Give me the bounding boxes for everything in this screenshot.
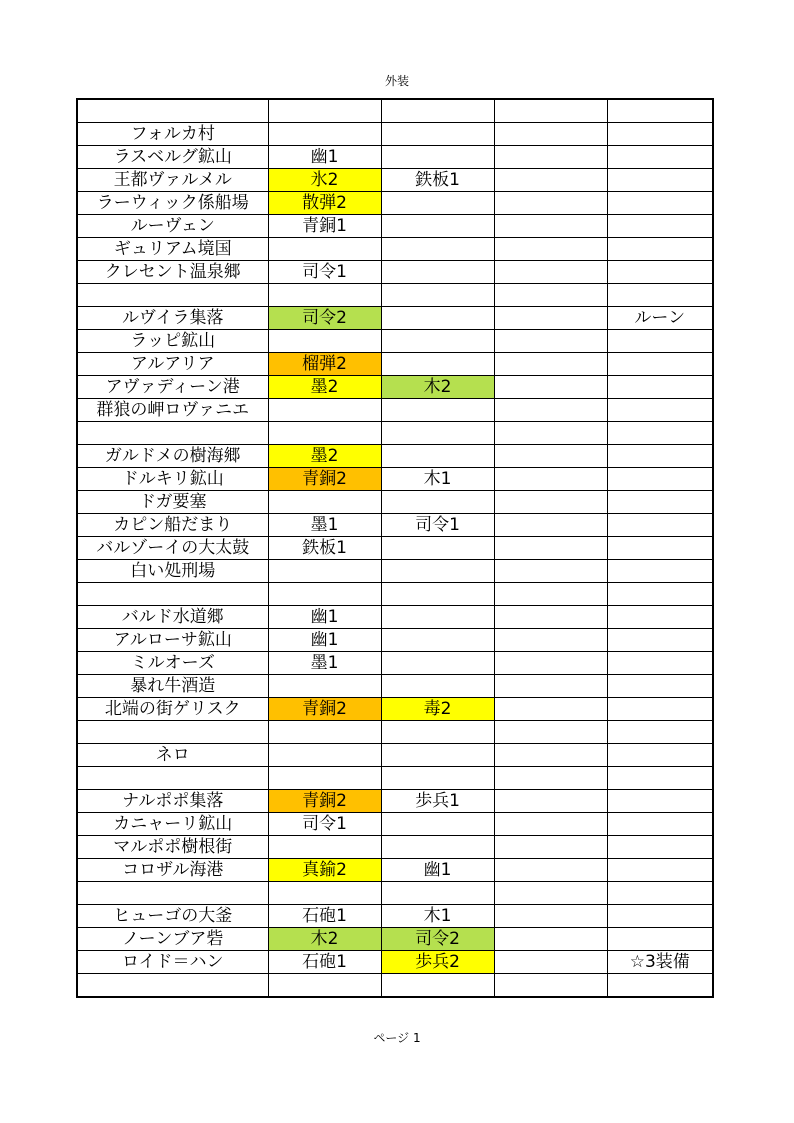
table-row (77, 905, 713, 928)
material-cell-3 (494, 836, 607, 859)
note-cell (607, 790, 713, 813)
material-cell-1: 石砲1 (268, 951, 381, 974)
note-cell (607, 905, 713, 928)
material-cell-1 (268, 422, 381, 445)
table-row (77, 560, 713, 583)
material-cell-1: 散弾2 (268, 192, 381, 215)
material-cell-3 (494, 767, 607, 790)
note-cell (607, 836, 713, 859)
material-cell-3 (494, 583, 607, 606)
material-cell-1: 石砲1 (268, 905, 381, 928)
material-cell-3 (494, 399, 607, 422)
material-cell-1: 木2 (268, 928, 381, 951)
material-cell-3 (494, 307, 607, 330)
location-cell: ノーンブア砦 (77, 928, 268, 951)
location-cell (77, 882, 268, 905)
material-cell-3 (494, 606, 607, 629)
material-cell-3 (494, 422, 607, 445)
material-cell-2: 木1 (381, 468, 494, 491)
location-cell: アルローサ鉱山 (77, 629, 268, 652)
table-row (77, 675, 713, 698)
location-cell: バルド水道郷 (77, 606, 268, 629)
material-cell-1: 墨1 (268, 652, 381, 675)
table-row (77, 261, 713, 284)
note-cell (607, 767, 713, 790)
material-cell-2: 木2 (381, 376, 494, 399)
material-cell-3 (494, 675, 607, 698)
table-row (77, 169, 713, 192)
location-cell: ルーヴェン (77, 215, 268, 238)
location-cell: ヒューゴの大釜 (77, 905, 268, 928)
note-cell (607, 606, 713, 629)
spreadsheet-table (76, 98, 714, 998)
location-cell: カニャーリ鉱山 (77, 813, 268, 836)
table-row (77, 652, 713, 675)
material-cell-2 (381, 560, 494, 583)
material-cell-1 (268, 284, 381, 307)
location-cell: ラスベルグ鉱山 (77, 146, 268, 169)
note-cell (607, 859, 713, 882)
material-cell-3 (494, 146, 607, 169)
material-cell-1 (268, 767, 381, 790)
material-cell-3 (494, 261, 607, 284)
location-cell (77, 99, 268, 123)
material-cell-3 (494, 123, 607, 146)
location-cell: ネロ (77, 744, 268, 767)
location-cell: 群狼の岬ロヴァニエ (77, 399, 268, 422)
table-row (77, 491, 713, 514)
material-cell-1: 墨1 (268, 514, 381, 537)
material-cell-2 (381, 606, 494, 629)
material-cell-2 (381, 422, 494, 445)
table-row (77, 215, 713, 238)
note-cell (607, 652, 713, 675)
material-cell-2 (381, 284, 494, 307)
note-cell (607, 583, 713, 606)
material-cell-2 (381, 261, 494, 284)
table-row (77, 99, 713, 123)
table-row (77, 307, 713, 330)
material-cell-2 (381, 99, 494, 123)
material-cell-2 (381, 491, 494, 514)
material-cell-3 (494, 905, 607, 928)
material-cell-2 (381, 146, 494, 169)
location-cell: 白い処刑場 (77, 560, 268, 583)
material-cell-2 (381, 307, 494, 330)
page-footer: ページ 1 (373, 1031, 421, 1045)
table-row (77, 284, 713, 307)
material-cell-2 (381, 882, 494, 905)
material-cell-1: 幽1 (268, 629, 381, 652)
location-cell: ミルオーズ (77, 652, 268, 675)
material-cell-1 (268, 123, 381, 146)
table-row (77, 583, 713, 606)
material-cell-3 (494, 215, 607, 238)
material-cell-2: 司令2 (381, 928, 494, 951)
material-cell-2: 鉄板1 (381, 169, 494, 192)
location-cell: ドルキリ鉱山 (77, 468, 268, 491)
material-cell-1 (268, 744, 381, 767)
material-cell-1 (268, 974, 381, 998)
material-cell-3 (494, 353, 607, 376)
note-cell (607, 169, 713, 192)
location-cell (77, 721, 268, 744)
note-cell (607, 813, 713, 836)
material-cell-2 (381, 767, 494, 790)
material-cell-3 (494, 951, 607, 974)
material-cell-1: 司令2 (268, 307, 381, 330)
material-cell-1 (268, 238, 381, 261)
material-cell-2 (381, 537, 494, 560)
material-cell-1: 幽1 (268, 146, 381, 169)
table-row (77, 537, 713, 560)
note-cell (607, 744, 713, 767)
note-cell (607, 192, 713, 215)
material-cell-1: 氷2 (268, 169, 381, 192)
material-cell-1: 墨2 (268, 445, 381, 468)
material-cell-2: 司令1 (381, 514, 494, 537)
location-cell (77, 284, 268, 307)
material-cell-3 (494, 744, 607, 767)
location-cell: フォルカ村 (77, 123, 268, 146)
material-cell-1 (268, 583, 381, 606)
material-cell-2 (381, 123, 494, 146)
material-cell-3 (494, 238, 607, 261)
material-cell-1: 青銅2 (268, 468, 381, 491)
material-cell-2 (381, 399, 494, 422)
location-cell: カピン船だまり (77, 514, 268, 537)
table-row (77, 146, 713, 169)
note-cell (607, 882, 713, 905)
material-cell-2: 毒2 (381, 698, 494, 721)
material-cell-1: 青銅1 (268, 215, 381, 238)
material-cell-1 (268, 675, 381, 698)
material-cell-3 (494, 629, 607, 652)
table-row (77, 606, 713, 629)
material-cell-3 (494, 698, 607, 721)
material-cell-2 (381, 974, 494, 998)
table-row (77, 928, 713, 951)
note-cell: ルーン (607, 307, 713, 330)
material-cell-1 (268, 560, 381, 583)
note-cell (607, 146, 713, 169)
material-cell-2 (381, 744, 494, 767)
material-cell-3 (494, 330, 607, 353)
table-row (77, 813, 713, 836)
table-row (77, 721, 713, 744)
material-cell-1: 青銅2 (268, 698, 381, 721)
note-cell (607, 560, 713, 583)
table-row (77, 399, 713, 422)
note-cell (607, 698, 713, 721)
table-row (77, 330, 713, 353)
material-cell-3 (494, 859, 607, 882)
location-cell: ロイド＝ハン (77, 951, 268, 974)
table-row (77, 974, 713, 998)
material-cell-1: 青銅2 (268, 790, 381, 813)
location-cell: バルゾーイの大太鼓 (77, 537, 268, 560)
location-cell: ナルポポ集落 (77, 790, 268, 813)
location-cell: 王都ヴァルメル (77, 169, 268, 192)
material-cell-3 (494, 974, 607, 998)
material-cell-1: 鉄板1 (268, 537, 381, 560)
location-cell: 北端の街ゲリスク (77, 698, 268, 721)
note-cell (607, 123, 713, 146)
material-cell-3 (494, 790, 607, 813)
location-cell: ギュリアム境国 (77, 238, 268, 261)
material-cell-2 (381, 813, 494, 836)
table-row (77, 192, 713, 215)
material-cell-2 (381, 445, 494, 468)
note-cell (607, 261, 713, 284)
note-cell (607, 284, 713, 307)
material-cell-3 (494, 468, 607, 491)
table-row (77, 238, 713, 261)
table-row (77, 629, 713, 652)
table-row (77, 468, 713, 491)
material-cell-1: 司令1 (268, 813, 381, 836)
page-header: 外装 (384, 74, 409, 88)
table-row (77, 882, 713, 905)
material-cell-1: 墨2 (268, 376, 381, 399)
table-row (77, 767, 713, 790)
table-row (77, 951, 713, 974)
table-row (77, 445, 713, 468)
location-cell: コロザル海港 (77, 859, 268, 882)
note-cell (607, 974, 713, 998)
material-cell-1: 榴弾2 (268, 353, 381, 376)
note-cell (607, 238, 713, 261)
table-row (77, 836, 713, 859)
table-row (77, 514, 713, 537)
material-cell-2: 歩兵2 (381, 951, 494, 974)
note-cell: ☆3装備 (607, 951, 713, 974)
material-cell-3 (494, 284, 607, 307)
material-cell-3 (494, 169, 607, 192)
material-cell-1: 真鍮2 (268, 859, 381, 882)
table-row (77, 123, 713, 146)
table-row (77, 698, 713, 721)
table-row (77, 744, 713, 767)
note-cell (607, 215, 713, 238)
material-cell-2 (381, 330, 494, 353)
material-cell-1: 幽1 (268, 606, 381, 629)
material-cell-3 (494, 882, 607, 905)
material-cell-2 (381, 675, 494, 698)
note-cell (607, 445, 713, 468)
material-cell-3 (494, 560, 607, 583)
spreadsheet-body (77, 99, 713, 997)
table-row (77, 859, 713, 882)
location-cell: ドガ要塞 (77, 491, 268, 514)
note-cell (607, 629, 713, 652)
material-cell-2 (381, 192, 494, 215)
note-cell (607, 675, 713, 698)
note-cell (607, 721, 713, 744)
material-cell-2 (381, 652, 494, 675)
material-cell-3 (494, 192, 607, 215)
location-cell (77, 583, 268, 606)
location-cell: ラーウィック係船場 (77, 192, 268, 215)
table-row (77, 376, 713, 399)
note-cell (607, 422, 713, 445)
note-cell (607, 376, 713, 399)
material-cell-2: 木1 (381, 905, 494, 928)
location-cell: ガルドメの樹海郷 (77, 445, 268, 468)
location-cell: 暴れ牛酒造 (77, 675, 268, 698)
material-cell-3 (494, 813, 607, 836)
material-cell-1 (268, 399, 381, 422)
material-cell-3 (494, 376, 607, 399)
table-row (77, 353, 713, 376)
material-cell-3 (494, 99, 607, 123)
material-cell-1: 司令1 (268, 261, 381, 284)
material-cell-2 (381, 629, 494, 652)
location-cell: クレセント温泉郷 (77, 261, 268, 284)
location-cell: ラッピ鉱山 (77, 330, 268, 353)
location-cell: ルヴイラ集落 (77, 307, 268, 330)
location-cell: アヴァディーン港 (77, 376, 268, 399)
note-cell (607, 537, 713, 560)
table-row (77, 790, 713, 813)
material-cell-2 (381, 583, 494, 606)
material-cell-2 (381, 238, 494, 261)
material-cell-3 (494, 928, 607, 951)
material-cell-2 (381, 353, 494, 376)
material-cell-1 (268, 330, 381, 353)
note-cell (607, 491, 713, 514)
material-cell-2: 歩兵1 (381, 790, 494, 813)
material-cell-3 (494, 652, 607, 675)
material-cell-2 (381, 721, 494, 744)
material-cell-1 (268, 836, 381, 859)
material-cell-3 (494, 491, 607, 514)
material-cell-1 (268, 721, 381, 744)
material-cell-1 (268, 491, 381, 514)
location-cell: アルアリア (77, 353, 268, 376)
material-cell-1 (268, 882, 381, 905)
note-cell (607, 99, 713, 123)
material-cell-3 (494, 514, 607, 537)
material-cell-2 (381, 215, 494, 238)
location-cell (77, 422, 268, 445)
material-cell-3 (494, 537, 607, 560)
material-cell-3 (494, 721, 607, 744)
material-cell-1 (268, 99, 381, 123)
location-cell (77, 974, 268, 998)
table-row (77, 422, 713, 445)
note-cell (607, 330, 713, 353)
note-cell (607, 468, 713, 491)
note-cell (607, 514, 713, 537)
note-cell (607, 928, 713, 951)
note-cell (607, 399, 713, 422)
location-cell: マルポポ樹根街 (77, 836, 268, 859)
material-cell-2 (381, 836, 494, 859)
location-cell (77, 767, 268, 790)
note-cell (607, 353, 713, 376)
material-cell-2: 幽1 (381, 859, 494, 882)
material-cell-3 (494, 445, 607, 468)
